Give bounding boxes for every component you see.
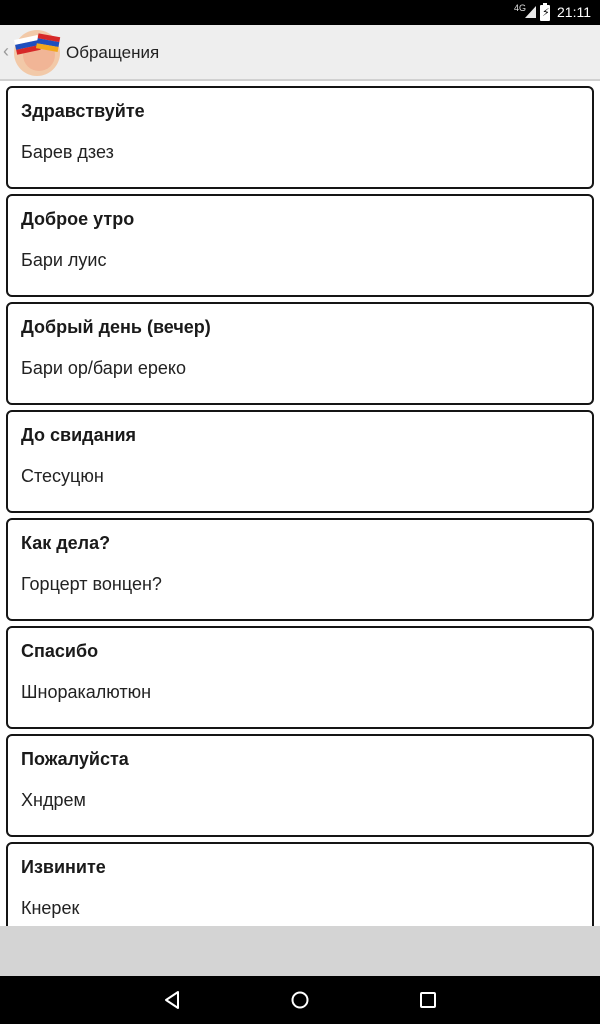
- phrase-text: Здравствуйте: [21, 101, 145, 121]
- phrase-card[interactable]: [6, 194, 594, 297]
- phrase-text: Извините: [21, 857, 106, 877]
- translation-text: Стесуцюн: [21, 466, 104, 486]
- translation-text: Шноракалютюн: [21, 682, 152, 702]
- navigation-bar: [0, 976, 600, 1024]
- battery-charging-icon: ⚡: [542, 7, 550, 19]
- phrase-card[interactable]: [6, 626, 594, 729]
- bottom-banner-area: [0, 926, 600, 976]
- phrase-text: Как дела?: [21, 533, 111, 553]
- page-title: Обращения: [66, 43, 160, 62]
- network-type: 4G: [513, 3, 526, 13]
- phrase-text: Пожалуйста: [21, 749, 129, 769]
- phrase-list[interactable]: [0, 81, 600, 926]
- back-icon[interactable]: [160, 988, 184, 1012]
- translation-text: Хндрем: [21, 790, 86, 810]
- translation-text: Барев дзез: [21, 142, 114, 162]
- home-icon[interactable]: [288, 988, 312, 1012]
- phrase-card[interactable]: [6, 302, 594, 405]
- phrase-text: Добрый день (вечер): [21, 317, 211, 337]
- translation-text: Бари ор/бари ереко: [21, 358, 187, 378]
- signal-icon: [525, 6, 536, 18]
- chevron-left-icon[interactable]: ‹: [3, 41, 9, 61]
- translation-text: Горцерт вонцен?: [21, 574, 162, 594]
- recent-apps-icon[interactable]: [416, 988, 440, 1012]
- phrase-card[interactable]: [6, 410, 594, 513]
- phrase-text: Доброе утро: [21, 209, 135, 229]
- phrase-card[interactable]: [6, 518, 594, 621]
- flags-app-icon[interactable]: [13, 29, 61, 77]
- translation-text: Кнерек: [21, 898, 80, 918]
- phrase-card[interactable]: [6, 734, 594, 837]
- phrase-text: Спасибо: [21, 641, 99, 661]
- action-bar: [0, 25, 600, 81]
- clock: 21:11: [557, 4, 591, 20]
- phrase-card[interactable]: [6, 842, 594, 926]
- phrase-text: До свидания: [21, 425, 137, 445]
- phrase-card[interactable]: [6, 86, 594, 189]
- status-bar: [0, 0, 600, 25]
- translation-text: Бари луис: [21, 250, 107, 270]
